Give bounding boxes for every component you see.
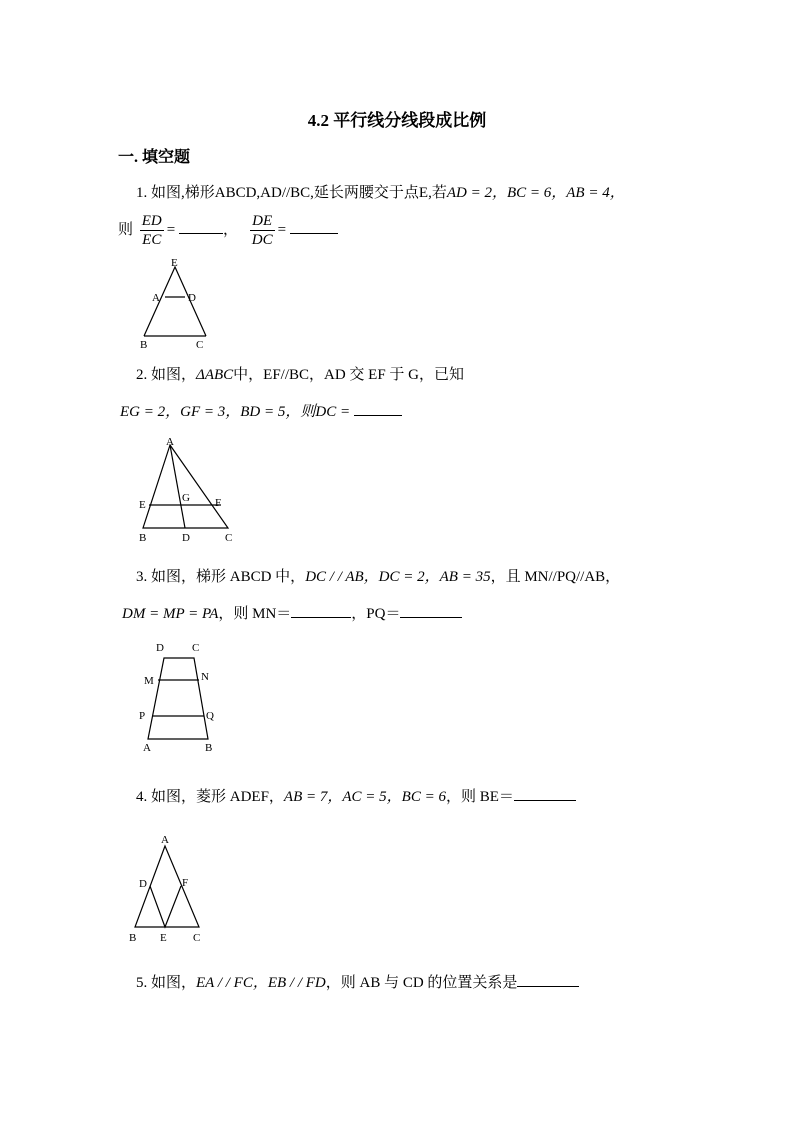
q5-prefix: 5. 如图， [136, 975, 197, 991]
q2-math: EG = 2，GF = 3，BD = 5，则 [120, 404, 316, 420]
q2-label-f: F [215, 497, 222, 509]
q1-label-c: C [196, 339, 204, 351]
q1-label-e: E [171, 257, 178, 269]
q1-fraction-1-numerator: ED [141, 213, 162, 229]
q4-label-f: F [182, 877, 189, 889]
q3-label-p: P [139, 710, 146, 722]
q4-prefix: 4. 如图，菱形 ADEF， [136, 789, 284, 805]
q4-label-c: C [193, 932, 201, 944]
q2-label-e: E [139, 499, 146, 511]
q1-label-b: B [140, 339, 148, 351]
question-2-text [136, 363, 464, 384]
q5-rest: ，则 AB 与 CD 的位置关系是 [325, 975, 518, 991]
q3-label-m: M [144, 675, 154, 687]
q3-math-1: DC / / AB，DC = 2，AB = 35 [305, 569, 491, 585]
q1-fraction-2-denominator: DC [251, 232, 273, 248]
q3-label-q: Q [206, 710, 214, 722]
q3-mn-answer-blank[interactable] [291, 603, 351, 618]
q2-answer-blank[interactable] [354, 401, 402, 416]
q2-prefix: 2. 如图， [136, 367, 197, 383]
q3-label-d: D [156, 642, 164, 654]
q1-comma: ， [222, 221, 238, 238]
q1-answer-blank-2[interactable] [290, 219, 338, 234]
q3-pq-label: ，PQ＝ [351, 606, 401, 622]
question-2-given [120, 400, 402, 421]
q4-label-d: D [139, 878, 147, 890]
q3-pq-answer-blank[interactable] [400, 603, 462, 618]
q5-math: EA / / FC，EB / / FD [196, 975, 326, 991]
question-3-text [136, 565, 620, 586]
question-1-fractions [118, 212, 338, 249]
q1-then: 则 [118, 221, 134, 238]
q2-label-d: D [182, 532, 190, 544]
q4-answer-blank[interactable] [514, 786, 576, 801]
q2-dc: DC = [315, 404, 351, 420]
q3-label-n: N [201, 671, 209, 683]
q4-label-b: B [129, 932, 137, 944]
q1-eq-2: = [277, 221, 287, 238]
page-title: 4.2 平行线分线段成比例 [307, 111, 487, 130]
q1-fraction-2 [250, 212, 275, 249]
q3-rest-2: ，则 MN＝ [218, 606, 292, 622]
q3-label-c: C [192, 642, 200, 654]
q1-answer-blank-1[interactable] [179, 219, 223, 234]
q1-trapezoid-figure [130, 255, 220, 350]
question-4-text [136, 785, 576, 806]
q4-rhombus-figure [125, 830, 220, 945]
q3-prefix: 3. 如图，梯形 ABCD 中， [136, 569, 306, 585]
q3-trapezoid-figure [138, 638, 228, 756]
q1-label-d: D [188, 292, 196, 304]
q3-label-a: A [143, 742, 151, 754]
q1-math: AD = 2，BC = 6，AB = 4， [446, 185, 625, 201]
q2-label-g: G [182, 492, 190, 504]
q1-label-a: A [152, 292, 160, 304]
q3-trapezoid-abcd [148, 658, 208, 739]
q5-answer-blank[interactable] [517, 972, 579, 987]
q2-rest: 中，EF//BC，AD 交 EF 于 G，已知 [233, 367, 465, 383]
q4-label-a: A [161, 834, 169, 846]
question-3-given [122, 602, 462, 623]
q3-rest-1: ，且 MN//PQ//AB， [490, 569, 621, 585]
q4-rhombus-lower-sides [150, 886, 181, 927]
q3-math-2: DM = MP = PA [122, 606, 219, 622]
q1-eq-1: = [166, 221, 176, 238]
q2-label-b: B [139, 532, 147, 544]
question-1-text [136, 181, 625, 202]
q1-fraction-2-numerator: DE [250, 212, 275, 231]
q2-segment-ad [170, 445, 185, 528]
q1-fraction-1 [140, 212, 164, 249]
q3-label-b: B [205, 742, 213, 754]
q2-label-a: A [166, 436, 174, 448]
q1-fraction-1-denominator: EC [142, 232, 162, 248]
q2-triangle: ΔABC [196, 367, 234, 383]
q2-triangle-abc [143, 445, 228, 528]
q4-math: AB = 7，AC = 5，BC = 6 [283, 789, 446, 805]
q1-prefix: 1. 如图,梯形ABCD,AD//BC,延长两腰交于点E,若 [136, 185, 447, 201]
q2-triangle-figure [133, 433, 243, 545]
section-heading: 一. 填空题 [118, 149, 191, 166]
q4-label-e: E [160, 932, 167, 944]
question-5-text [136, 971, 579, 992]
q2-label-c: C [225, 532, 233, 544]
q4-rest: ，则 BE＝ [445, 789, 514, 805]
